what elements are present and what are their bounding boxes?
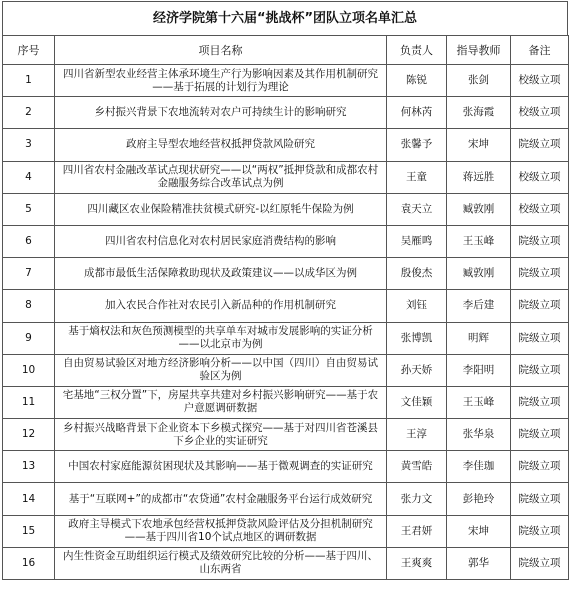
cell-remark: 院级立项 [511,515,569,547]
cell-leader: 王君妍 [387,515,447,547]
table-row [3,419,569,451]
cell-remark: 院级立项 [511,483,569,515]
cell-name: 自由贸易试验区对地方经济影响分析——以中国（四川）自由贸易试验区为例 [55,354,387,386]
cell-name: 宅基地“三权分置”下，房屋共享共建对乡村振兴影响研究——基于农户意愿调研数据 [55,386,387,418]
cell-no: 16 [3,547,55,579]
cell-advisor: 郭华 [447,547,511,579]
cell-leader: 王童 [387,161,447,193]
header-remark: 备注 [511,36,569,65]
header-leader: 负责人 [387,36,447,65]
table-row [3,258,569,290]
header-advisor: 指导教师 [447,36,511,65]
cell-advisor: 臧敦刚 [447,193,511,225]
cell-name: 政府主导模式下农地承包经营权抵押贷款风险评估及分担机制研究——基于四川省10个试点地区的调研数据 [55,515,387,547]
cell-no: 13 [3,451,55,483]
cell-advisor: 李佳珈 [447,451,511,483]
cell-leader: 何林芮 [387,97,447,129]
table-row [3,547,569,579]
cell-no: 4 [3,161,55,193]
cell-no: 15 [3,515,55,547]
header-row [3,36,569,65]
cell-leader: 张力文 [387,483,447,515]
cell-advisor: 宋坤 [447,129,511,161]
cell-leader: 文佳颖 [387,386,447,418]
cell-advisor: 王玉峰 [447,225,511,257]
cell-advisor: 李阳明 [447,354,511,386]
cell-no: 2 [3,97,55,129]
table-row [3,225,569,257]
cell-advisor: 宋坤 [447,515,511,547]
cell-no: 6 [3,225,55,257]
table-row [3,451,569,483]
cell-no: 9 [3,322,55,354]
cell-remark: 院级立项 [511,386,569,418]
cell-remark: 校级立项 [511,65,569,97]
table-row [3,161,569,193]
table-row [3,129,569,161]
cell-leader: 张博凯 [387,322,447,354]
cell-remark: 院级立项 [511,451,569,483]
cell-remark: 院级立项 [511,354,569,386]
cell-leader: 陈锐 [387,65,447,97]
header-name: 项目名称 [55,36,387,65]
cell-remark: 校级立项 [511,193,569,225]
cell-no: 8 [3,290,55,322]
table-row [3,65,569,97]
cell-leader: 张馨予 [387,129,447,161]
cell-leader: 王淳 [387,419,447,451]
table-row [3,290,569,322]
cell-advisor: 蒋远胜 [447,161,511,193]
cell-leader: 袁天立 [387,193,447,225]
cell-remark: 校级立项 [511,161,569,193]
cell-leader: 黄雪皓 [387,451,447,483]
cell-name: 成都市最低生活保障救助现状及政策建议——以成华区为例 [55,258,387,290]
cell-leader: 吴雁鸣 [387,225,447,257]
cell-remark: 校级立项 [511,97,569,129]
cell-name: 乡村振兴背景下农地流转对农户可持续生计的影响研究 [55,97,387,129]
project-table [2,35,569,580]
table-row [3,193,569,225]
table-row [3,97,569,129]
cell-no: 1 [3,65,55,97]
cell-no: 3 [3,129,55,161]
cell-advisor: 张剑 [447,65,511,97]
cell-no: 14 [3,483,55,515]
cell-name: 基于熵权法和灰色预测模型的共享单车对城市发展影响的实证分析——以北京市为例 [55,322,387,354]
cell-name: 中国农村家庭能源贫困现状及其影响——基于微观调查的实证研究 [55,451,387,483]
cell-remark: 院级立项 [511,547,569,579]
cell-name: 基于“互联网+”的成都市“农贷通”农村金融服务平台运行成效研究 [55,483,387,515]
cell-remark: 院级立项 [511,129,569,161]
cell-name: 四川省农村金融改革试点现状研究——以“两权”抵押贷款和成都农村金融服务综合改革试点为例 [55,161,387,193]
table-row [3,483,569,515]
cell-name: 政府主导型农地经营权抵押贷款风险研究 [55,129,387,161]
table-body [3,65,569,580]
table-row [3,322,569,354]
cell-advisor: 彭艳玲 [447,483,511,515]
cell-advisor: 张华泉 [447,419,511,451]
cell-advisor: 臧敦刚 [447,258,511,290]
cell-advisor: 李后建 [447,290,511,322]
cell-advisor: 王玉峰 [447,386,511,418]
cell-name: 四川藏区农业保险精准扶贫模式研究-以红原牦牛保险为例 [55,193,387,225]
cell-remark: 院级立项 [511,225,569,257]
cell-leader: 刘钰 [387,290,447,322]
cell-name: 加入农民合作社对农民引入新品种的作用机制研究 [55,290,387,322]
cell-name: 四川省农村信息化对农村居民家庭消费结构的影响 [55,225,387,257]
cell-remark: 院级立项 [511,258,569,290]
cell-name: 乡村振兴战略背景下企业资本下乡模式探究——基于对四川省苍溪县下乡企业的实证研究 [55,419,387,451]
cell-no: 10 [3,354,55,386]
cell-no: 5 [3,193,55,225]
table-row [3,386,569,418]
cell-remark: 院级立项 [511,322,569,354]
cell-leader: 孙天娇 [387,354,447,386]
cell-advisor: 张海霞 [447,97,511,129]
cell-no: 7 [3,258,55,290]
cell-no: 11 [3,386,55,418]
cell-name: 四川省新型农业经营主体承环境生产行为影响因素及其作用机制研究——基于拓展的计划行为理论 [55,65,387,97]
cell-no: 12 [3,419,55,451]
cell-remark: 院级立项 [511,290,569,322]
cell-name: 内生性资金互助组织运行模式及绩效研究比较的分析——基于四川、山东两省 [55,547,387,579]
table-row [3,515,569,547]
cell-remark: 院级立项 [511,419,569,451]
cell-leader: 王爽爽 [387,547,447,579]
header-no: 序号 [3,36,55,65]
document-title: 经济学院第十六届“挑战杯”团队立项名单汇总 [2,1,568,35]
table-row [3,354,569,386]
cell-advisor: 明辉 [447,322,511,354]
cell-leader: 殷俊杰 [387,258,447,290]
